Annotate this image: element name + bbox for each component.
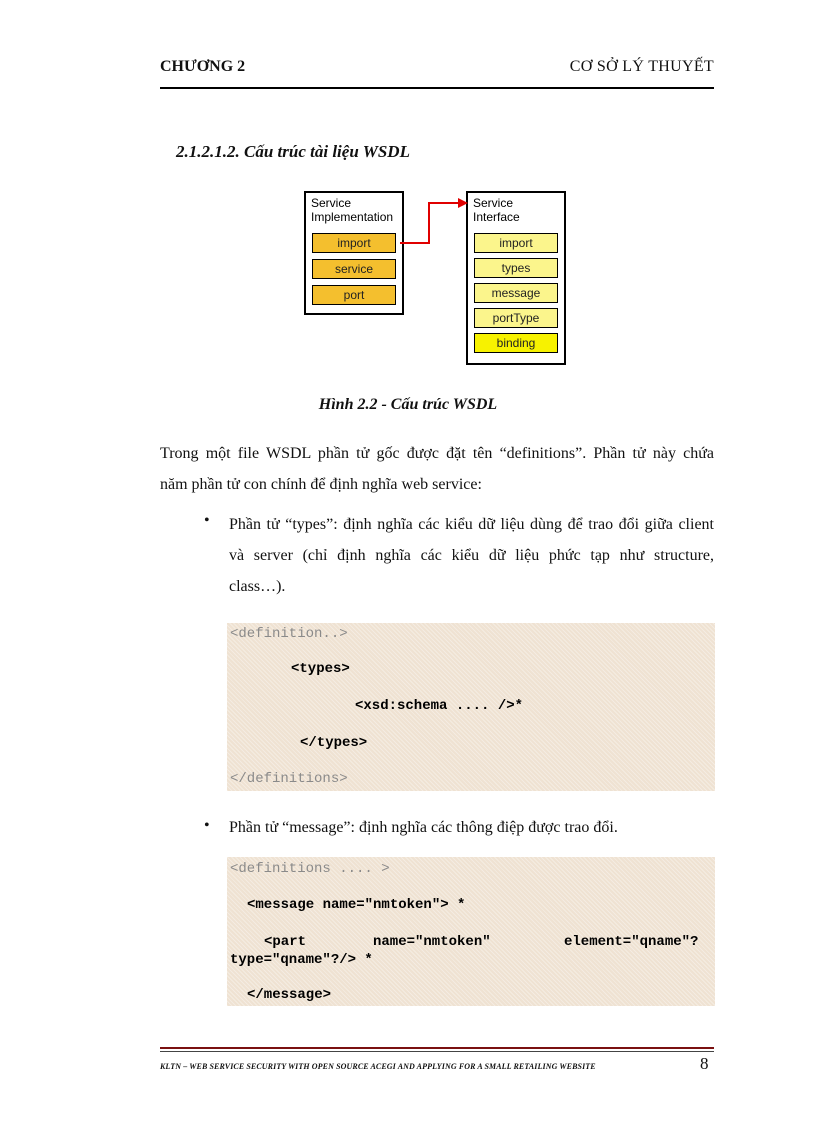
impl-import-item: import: [312, 233, 396, 253]
wsdl-structure-diagram: [304, 191, 568, 367]
code-line: name="nmtoken": [373, 934, 491, 950]
intro-paragraph: Trong một file WSDL phần tử gốc được đặt tên “definitions”. Phần tử này chứa năm phần tử con chính để định nghĩa web service:: [160, 445, 714, 493]
chapter-label: CHƯƠNG 2: [160, 58, 246, 75]
footer-text: KLTN – WEB SERVICE SECURITY WITH OPEN SOURCE ACEGI AND APPLYING FOR A SMALL RETAILING WEBSITE: [160, 1062, 596, 1071]
code-block-types: [227, 623, 715, 791]
iface-binding-item: binding: [474, 333, 558, 353]
bullet-dot: •: [204, 512, 210, 529]
impl-port-item: port: [312, 285, 396, 305]
iface-types-item: types: [474, 258, 558, 278]
impl-service-item: service: [312, 259, 396, 279]
import-arrow: [304, 191, 568, 367]
code-line: <definitions .... >: [230, 861, 390, 877]
service-implementation-title: Service Implementation: [311, 196, 394, 224]
footer-divider-thin: [160, 1051, 714, 1052]
section-label: CƠ SỞ LÝ THUYẾT: [569, 58, 714, 75]
bullet-dot: •: [204, 817, 210, 834]
iface-porttype-item: portType: [474, 308, 558, 328]
code-block-message: [227, 857, 715, 1006]
page-number: 8: [700, 1054, 709, 1073]
code-line: <message name="nmtoken"> *: [247, 897, 466, 913]
iface-message-item: message: [474, 283, 558, 303]
code-line: <definition..>: [230, 626, 348, 642]
header-divider: [160, 87, 714, 89]
bullet-types: Phần tử “types”: định nghĩa các kiểu dữ liệu dùng để trao đổi giữa client và server (chỉ định nghĩa các kiểu dữ liệu phức tạp như structure, class…).: [229, 516, 714, 595]
section-title: 2.1.2.1.2. Cấu trúc tài liệu WSDL: [176, 142, 410, 161]
code-line: <xsd:schema .... />*: [355, 698, 524, 714]
service-interface-title: Service Interface: [473, 196, 520, 224]
iface-import-item: import: [474, 233, 558, 253]
figure-caption: Hình 2.2 - Cấu trúc WSDL: [318, 396, 498, 413]
code-line: </types>: [300, 735, 368, 751]
bullet-message: Phần tử “message”: định nghĩa các thông điệp được trao đổi.: [229, 819, 618, 836]
page-header: [160, 58, 714, 82]
footer-divider: [160, 1047, 714, 1049]
code-line: <types>: [291, 661, 350, 677]
code-line: </definitions>: [230, 771, 348, 787]
code-line: <part: [264, 934, 307, 950]
code-line: </message>: [247, 987, 332, 1003]
code-line: type="qname"?/> *: [230, 952, 373, 968]
code-line: element="qname"?: [564, 934, 699, 950]
